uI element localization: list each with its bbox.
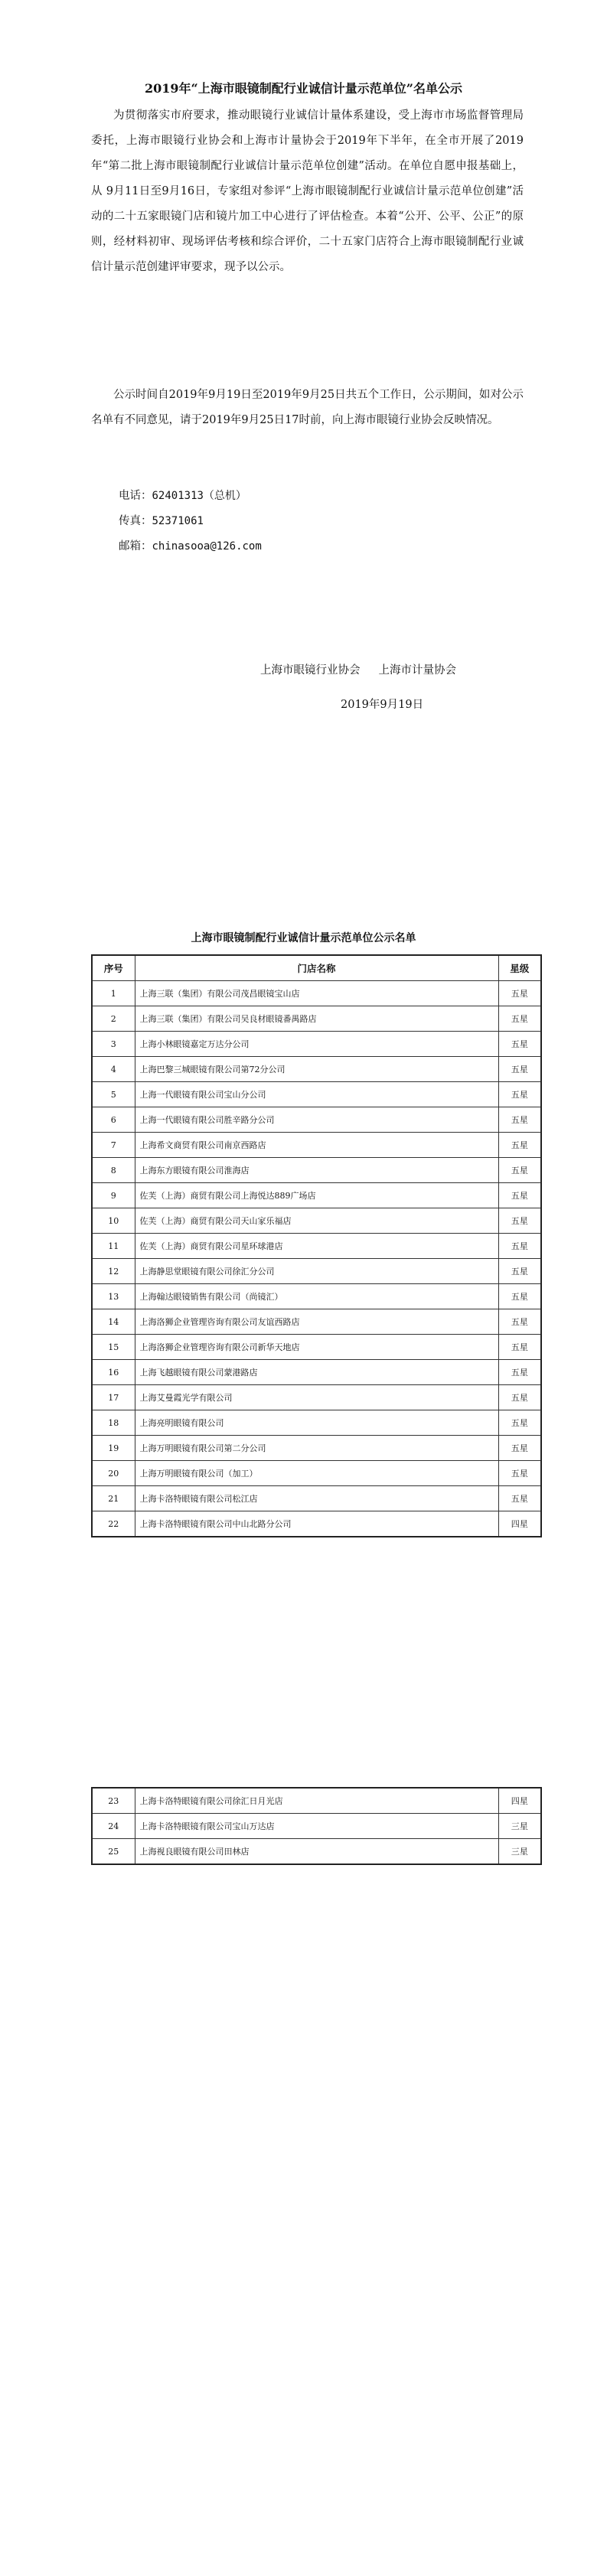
- row-store-name: 上海希文商贸有限公司南京西路店: [135, 1133, 498, 1158]
- store-list-table-continued: [91, 1787, 542, 1865]
- intro-paragraph: 为贯彻落实市府要求，推动眼镜行业诚信计量体系建设，受上海市市场监督管理局委托，上海市眼镜行业协会和上海市计量协会于2019年下半年，在全市开展了2019年“第二批上海市眼镜制配行业诚信计量示范单位创建”活动。在单位自愿申报基础上，从 9月11日至9月16日，专家组对参评“上海市眼镜制配行业诚信计量示范单位创建”活动的二十五家眼镜门店和镜片加工中心进行了评估检查。本着“公开、公平、公正”的原则，经材料初审、现场评估考核和综合评价，二十五家门店符合上海市眼镜制配行业诚信计量示范创建评审要求，现予以公示。: [91, 109, 524, 273]
- notice-period-paragraph: 公示时间自2019年9月19日至2019年9月25日共五个工作日，公示期间，如对公示名单有不同意见，请于2019年9月25日17时前，向上海市眼镜行业协会反映情况。: [91, 389, 524, 426]
- signature-org-eyewear-association: 上海市眼镜行业协会: [260, 664, 361, 677]
- row-star-rating: 三星: [498, 1814, 541, 1839]
- row-store-name: 上海飞越眼镜有限公司蒙港路店: [135, 1360, 498, 1385]
- row-star-rating: 三星: [498, 1839, 541, 1865]
- table-row: [92, 1385, 541, 1410]
- row-number: 12: [92, 1259, 135, 1284]
- row-star-rating: 五星: [498, 1385, 541, 1410]
- row-number: 15: [92, 1335, 135, 1360]
- row-store-name: 上海视良眼镜有限公司田林店: [135, 1839, 498, 1865]
- row-store-name: 上海万明眼镜有限公司（加工）: [135, 1461, 498, 1486]
- row-store-name: 上海洛狮企业管理咨询有限公司友谊西路店: [135, 1309, 498, 1335]
- row-store-name: 上海三联（集团）有限公司吴良材眼镜番禺路店: [135, 1006, 498, 1032]
- table-row: [92, 1234, 541, 1259]
- table-row: [92, 1839, 541, 1865]
- store-list-table: [91, 954, 542, 1537]
- row-star-rating: 五星: [498, 1208, 541, 1234]
- row-store-name: 佐芙（上海）商贸有限公司星环球港店: [135, 1234, 498, 1259]
- row-star-rating: 五星: [498, 1486, 541, 1511]
- contact-fax: [119, 509, 204, 534]
- table-row: [92, 1360, 541, 1385]
- row-star-rating: 五星: [498, 1158, 541, 1183]
- table-row: [92, 1814, 541, 1839]
- row-number: 1: [92, 981, 135, 1006]
- row-star-rating: 五星: [498, 1259, 541, 1284]
- contact-phone: [119, 484, 246, 509]
- row-store-name: 上海静思堂眼镜有限公司徐汇分公司: [135, 1259, 498, 1284]
- row-store-name: 上海小林眼镜嘉定万达分公司: [135, 1032, 498, 1057]
- row-store-name: 上海洛狮企业管理咨询有限公司新华天地店: [135, 1335, 498, 1360]
- table-row: [92, 1082, 541, 1107]
- phone-label: 电话：: [119, 490, 152, 502]
- row-store-name: 上海三联（集团）有限公司茂昌眼镜宝山店: [135, 981, 498, 1006]
- row-star-rating: 五星: [498, 1436, 541, 1461]
- row-number: 11: [92, 1234, 135, 1259]
- row-star-rating: 五星: [498, 1234, 541, 1259]
- row-number: 4: [92, 1057, 135, 1082]
- document-title: 2019年“上海市眼镜制配行业诚信计量示范单位”名单公示: [145, 81, 462, 96]
- row-star-rating: 五星: [498, 1461, 541, 1486]
- row-number: 13: [92, 1284, 135, 1309]
- table-row: [92, 1309, 541, 1335]
- row-store-name: 上海卡洛特眼镜有限公司徐汇日月光店: [135, 1788, 498, 1814]
- row-star-rating: 五星: [498, 1360, 541, 1385]
- table-row: [92, 1461, 541, 1486]
- row-number: 5: [92, 1082, 135, 1107]
- row-number: 16: [92, 1360, 135, 1385]
- row-store-name: 上海艾曼霞光学有限公司: [135, 1385, 498, 1410]
- table-row: [92, 1511, 541, 1537]
- row-store-name: 上海万明眼镜有限公司第二分公司: [135, 1436, 498, 1461]
- table-row: [92, 1259, 541, 1284]
- table-row: [92, 1158, 541, 1183]
- row-number: 18: [92, 1410, 135, 1436]
- row-star-rating: 五星: [498, 1006, 541, 1032]
- row-star-rating: 五星: [498, 1284, 541, 1309]
- table-row: [92, 1133, 541, 1158]
- row-number: 9: [92, 1183, 135, 1208]
- table-row: [92, 1486, 541, 1511]
- signature-org-metrology-association: 上海市计量协会: [378, 664, 456, 677]
- row-store-name: 上海巴黎三城眼镜有限公司第72分公司: [135, 1057, 498, 1082]
- row-store-name: 上海亮明眼镜有限公司: [135, 1410, 498, 1436]
- fax-label: 传真：: [119, 515, 152, 527]
- row-store-name: 佐芙（上海）商贸有限公司上海悦达889广场店: [135, 1183, 498, 1208]
- row-number: 3: [92, 1032, 135, 1057]
- table-row: [92, 1436, 541, 1461]
- table-row: [92, 1410, 541, 1436]
- row-star-rating: 五星: [498, 1057, 541, 1082]
- header-star-rating: 星级: [498, 955, 541, 981]
- row-number: 8: [92, 1158, 135, 1183]
- table-header-row: [92, 955, 541, 981]
- table-row: [92, 1006, 541, 1032]
- email-label: 邮箱：: [119, 540, 152, 553]
- table-title: 上海市眼镜制配行业诚信计量示范单位公示名单: [191, 932, 416, 944]
- row-star-rating: 五星: [498, 1032, 541, 1057]
- header-store-name: 门店名称: [135, 955, 498, 981]
- row-store-name: 上海翰达眼镜销售有限公司（尚镜汇）: [135, 1284, 498, 1309]
- row-number: 22: [92, 1511, 135, 1537]
- row-store-name: 上海一代眼镜有限公司胜辛路分公司: [135, 1107, 498, 1133]
- row-store-name: 上海卡洛特眼镜有限公司松江店: [135, 1486, 498, 1511]
- fax-value: 52371061: [152, 515, 204, 527]
- row-number: 20: [92, 1461, 135, 1486]
- table-row: [92, 1335, 541, 1360]
- table-row: [92, 1183, 541, 1208]
- row-star-rating: 五星: [498, 1309, 541, 1335]
- row-number: 7: [92, 1133, 135, 1158]
- row-number: 2: [92, 1006, 135, 1032]
- row-star-rating: 五星: [498, 1133, 541, 1158]
- row-star-rating: 五星: [498, 1410, 541, 1436]
- row-store-name: 上海卡洛特眼镜有限公司宝山万达店: [135, 1814, 498, 1839]
- table-row: [92, 1032, 541, 1057]
- row-number: 21: [92, 1486, 135, 1511]
- row-store-name: 佐芙（上海）商贸有限公司天山家乐福店: [135, 1208, 498, 1234]
- contact-email: [119, 534, 262, 559]
- signature-date: 2019年9月19日: [341, 699, 424, 711]
- row-star-rating: 五星: [498, 1082, 541, 1107]
- row-number: 23: [92, 1788, 135, 1814]
- table-row: [92, 1284, 541, 1309]
- row-number: 17: [92, 1385, 135, 1410]
- row-store-name: 上海一代眼镜有限公司宝山分公司: [135, 1082, 498, 1107]
- table-row: [92, 981, 541, 1006]
- row-number: 6: [92, 1107, 135, 1133]
- row-number: 10: [92, 1208, 135, 1234]
- row-star-rating: 五星: [498, 1183, 541, 1208]
- table-row: [92, 1208, 541, 1234]
- row-number: 24: [92, 1814, 135, 1839]
- row-store-name: 上海东方眼镜有限公司淮海店: [135, 1158, 498, 1183]
- row-star-rating: 五星: [498, 981, 541, 1006]
- header-no: 序号: [92, 955, 135, 981]
- row-number: 14: [92, 1309, 135, 1335]
- row-star-rating: 五星: [498, 1335, 541, 1360]
- row-star-rating: 四星: [498, 1788, 541, 1814]
- row-star-rating: 五星: [498, 1107, 541, 1133]
- signature-organizations: [260, 658, 456, 683]
- table-row: [92, 1788, 541, 1814]
- email-value: chinasooa@126.com: [152, 540, 262, 553]
- table-row: [92, 1057, 541, 1082]
- row-star-rating: 四星: [498, 1511, 541, 1537]
- table-row: [92, 1107, 541, 1133]
- row-number: 19: [92, 1436, 135, 1461]
- row-number: 25: [92, 1839, 135, 1865]
- row-store-name: 上海卡洛特眼镜有限公司中山北路分公司: [135, 1511, 498, 1537]
- phone-value: 62401313（总机）: [152, 490, 246, 502]
